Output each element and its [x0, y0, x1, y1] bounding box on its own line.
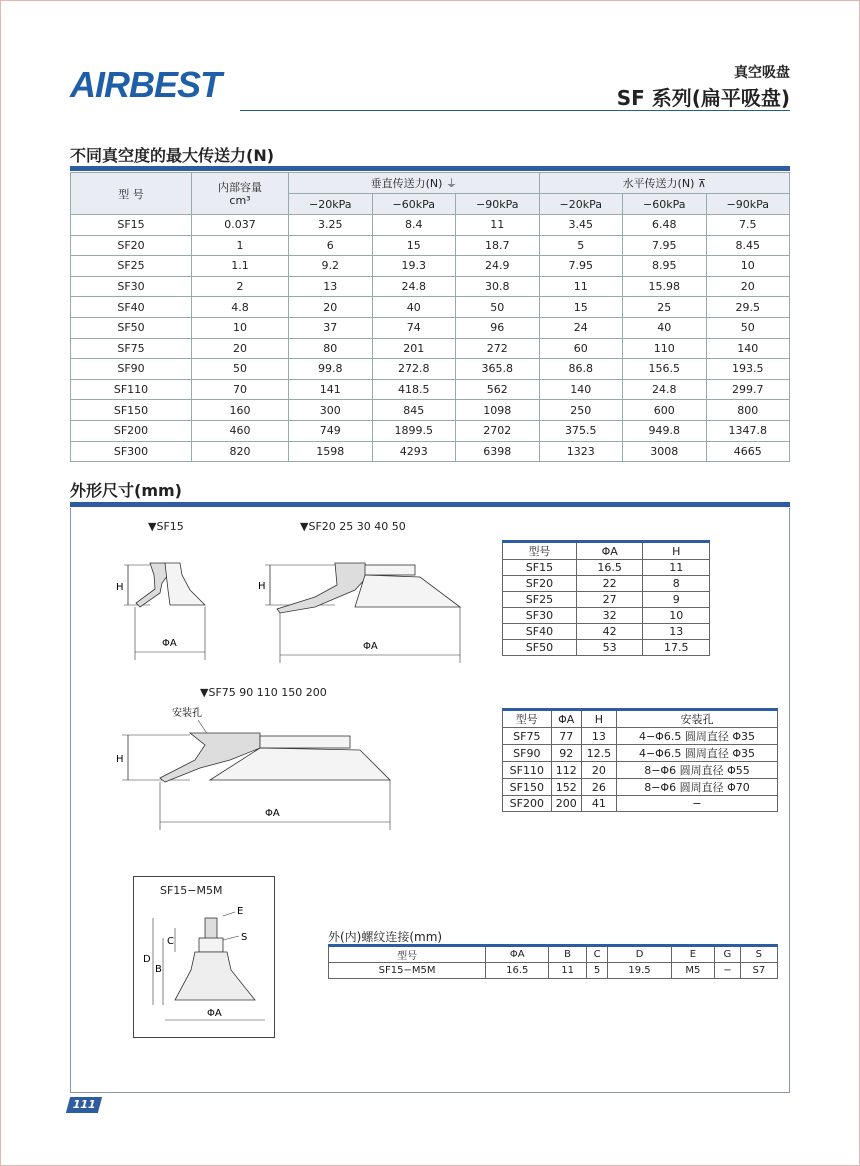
table-cell: 42	[576, 624, 643, 640]
table-cell: 160	[192, 400, 289, 421]
section-title-force: 不同真空度的最大传送力(N)	[70, 146, 275, 165]
table-cell: 418.5	[372, 379, 456, 400]
pressure-header: −60kPa	[372, 194, 456, 215]
table-cell: 7.95	[539, 256, 623, 277]
table-cell: 99.8	[289, 359, 373, 380]
table-cell: 562	[456, 379, 540, 400]
table-cell: SF15	[71, 215, 192, 236]
table-cell: 140	[539, 379, 623, 400]
header-title: SF 系列(扁平吸盘)	[616, 86, 790, 110]
pressure-header: −20kPa	[289, 194, 373, 215]
table-row	[71, 359, 790, 380]
table-cell: 6398	[456, 441, 540, 462]
table-cell: SF20	[503, 576, 577, 592]
table-row	[503, 576, 710, 592]
table-cell: 201	[372, 338, 456, 359]
table-cell: 16.5	[576, 560, 643, 576]
table-cell: 37	[289, 317, 373, 338]
sf75-drawing-label: ▼SF75 90 110 150 200	[200, 686, 327, 699]
table-cell: 800	[706, 400, 790, 421]
table-cell: 16.5	[486, 963, 549, 979]
table-header: C	[586, 946, 608, 963]
table-cell: 74	[372, 317, 456, 338]
table-cell: 4−Φ6.5 圆周直径 Φ35	[616, 728, 777, 745]
table-cell: 200	[551, 796, 581, 812]
sf20-dim-a: ΦA	[363, 641, 378, 652]
table-row	[329, 963, 778, 979]
table-cell: 96	[456, 317, 540, 338]
table-cell: 141	[289, 379, 373, 400]
table-cell: 749	[289, 420, 373, 441]
table-cell: 6	[289, 235, 373, 256]
table-row	[71, 297, 790, 318]
table-cell: 53	[576, 640, 643, 656]
table-cell: 20	[192, 338, 289, 359]
table-cell: 299.7	[706, 379, 790, 400]
table-cell: 845	[372, 400, 456, 421]
sf15-dim-h: H	[116, 582, 124, 593]
table-cell: 10	[192, 317, 289, 338]
table-cell: 5	[539, 235, 623, 256]
table-cell: SF75	[71, 338, 192, 359]
table-cell: 8−Φ6 圆周直径 Φ55	[616, 762, 777, 779]
table-cell: S7	[740, 963, 777, 979]
table-cell: 17.5	[643, 640, 710, 656]
table-cell: 15.98	[623, 276, 707, 297]
table-cell: 70	[192, 379, 289, 400]
section-bar-force	[70, 166, 790, 171]
table-cell: 18.7	[456, 235, 540, 256]
table-cell: SF50	[71, 317, 192, 338]
table-row	[71, 420, 790, 441]
table-cell: SF25	[71, 256, 192, 277]
table-header: H	[643, 542, 710, 560]
table-cell: 8−Φ6 圆周直径 Φ70	[616, 779, 777, 796]
table-cell: 10	[643, 608, 710, 624]
table-cell: 4.8	[192, 297, 289, 318]
table-cell: 50	[192, 359, 289, 380]
table-row	[503, 745, 778, 762]
sf15-drawing-label: ▼SF15	[148, 520, 184, 533]
table-cell: 3.25	[289, 215, 373, 236]
group-vertical: 垂直传送力(N) ⏚	[289, 173, 540, 194]
table-cell: 13	[581, 728, 616, 745]
m5m-dim-c: C	[167, 936, 174, 947]
table-header: B	[549, 946, 586, 963]
table-cell: 156.5	[623, 359, 707, 380]
table-header: 型号	[503, 710, 552, 728]
table-cell: 112	[551, 762, 581, 779]
table-cell: 272.8	[372, 359, 456, 380]
section-bar-dims	[70, 502, 790, 507]
table-row	[71, 379, 790, 400]
table-cell: SF30	[71, 276, 192, 297]
table-cell: SF200	[71, 420, 192, 441]
table-row	[71, 317, 790, 338]
sf15m5m-drawing	[135, 900, 273, 1035]
table-cell: 24	[539, 317, 623, 338]
table-cell: 26	[581, 779, 616, 796]
table-cell: 41	[581, 796, 616, 812]
mount-hole-label: 安装孔	[172, 708, 202, 719]
table-cell: SF40	[503, 624, 577, 640]
table-cell: 50	[456, 297, 540, 318]
section-title-dims: 外形尺寸(mm)	[70, 481, 182, 500]
table-cell: 9.2	[289, 256, 373, 277]
table-cell: 3008	[623, 441, 707, 462]
dims-table-large	[502, 708, 778, 812]
table-row	[503, 592, 710, 608]
table-row	[503, 728, 778, 745]
table-header: H	[581, 710, 616, 728]
table-cell: 8	[643, 576, 710, 592]
table-cell: 77	[551, 728, 581, 745]
table-cell: 9	[643, 592, 710, 608]
m5m-dim-s: S	[241, 932, 248, 943]
table-cell: 11	[549, 963, 586, 979]
table-cell: SF30	[503, 608, 577, 624]
sf75-drawing	[110, 700, 400, 835]
m5m-dim-b: B	[155, 964, 162, 975]
table-cell: 1347.8	[706, 420, 790, 441]
table-cell: 2	[192, 276, 289, 297]
header-subtitle: 真空吸盘	[734, 65, 790, 81]
table-cell: 30.8	[456, 276, 540, 297]
table-cell: SF15−M5M	[329, 963, 486, 979]
table-cell: 300	[289, 400, 373, 421]
table-cell: SF110	[503, 762, 552, 779]
table-header: S	[740, 946, 777, 963]
table-cell: 0.037	[192, 215, 289, 236]
table-cell: 6.48	[623, 215, 707, 236]
table-cell: 15	[539, 297, 623, 318]
dims-table-small	[502, 540, 710, 656]
header-rule	[240, 110, 790, 111]
table-header: ΦA	[551, 710, 581, 728]
table-cell: 4−Φ6.5 圆周直径 Φ35	[616, 745, 777, 762]
table-cell: SF15	[503, 560, 577, 576]
table-row	[503, 779, 778, 796]
table-header: G	[715, 946, 741, 963]
table-cell: 32	[576, 608, 643, 624]
thread-table	[328, 944, 778, 979]
sf20-drawing-label: ▼SF20 25 30 40 50	[300, 520, 406, 533]
table-cell: SF20	[71, 235, 192, 256]
table-cell: SF40	[71, 297, 192, 318]
table-cell: 40	[372, 297, 456, 318]
table-cell: M5	[671, 963, 714, 979]
table-cell: 152	[551, 779, 581, 796]
table-row	[71, 338, 790, 359]
group-horizontal: 水平传送力(N) ⊼	[539, 173, 790, 194]
table-row	[71, 276, 790, 297]
table-cell: 13	[289, 276, 373, 297]
col-volume: 内部容量 cm³	[192, 173, 289, 215]
table-cell: 110	[623, 338, 707, 359]
table-header: 型号	[503, 542, 577, 560]
table-cell: 25	[623, 297, 707, 318]
table-header: ΦA	[576, 542, 643, 560]
table-cell: 272	[456, 338, 540, 359]
table-row	[71, 256, 790, 277]
thread-table-title: 外(内)螺纹连接(mm)	[328, 930, 443, 944]
table-cell: 20	[289, 297, 373, 318]
table-cell: 949.8	[623, 420, 707, 441]
table-header: 安装孔	[616, 710, 777, 728]
sf75-dim-h: H	[116, 754, 124, 765]
table-cell: 86.8	[539, 359, 623, 380]
table-cell: 40	[623, 317, 707, 338]
sf15-drawing	[110, 545, 220, 660]
table-cell: SF200	[503, 796, 552, 812]
table-row	[503, 640, 710, 656]
table-row	[71, 400, 790, 421]
table-cell: 4293	[372, 441, 456, 462]
m5m-dim-a: ΦA	[207, 1008, 222, 1019]
table-cell: −	[715, 963, 741, 979]
table-cell: SF25	[503, 592, 577, 608]
table-cell: 140	[706, 338, 790, 359]
table-cell: 1598	[289, 441, 373, 462]
table-header: E	[671, 946, 714, 963]
table-cell: 375.5	[539, 420, 623, 441]
table-cell: 29.5	[706, 297, 790, 318]
m5m-dim-e: E	[237, 906, 244, 917]
table-cell: 820	[192, 441, 289, 462]
table-cell: 8.95	[623, 256, 707, 277]
pressure-header: −90kPa	[706, 194, 790, 215]
table-cell: 20	[581, 762, 616, 779]
table-row	[71, 215, 790, 236]
pressure-header: −90kPa	[456, 194, 540, 215]
table-row	[503, 560, 710, 576]
table-cell: SF110	[71, 379, 192, 400]
table-header: 型号	[329, 946, 486, 963]
table-cell: 10	[706, 256, 790, 277]
table-cell: 15	[372, 235, 456, 256]
table-cell: SF90	[71, 359, 192, 380]
table-cell: SF50	[503, 640, 577, 656]
table-cell: 3.45	[539, 215, 623, 236]
force-table	[70, 172, 790, 462]
table-row	[71, 441, 790, 462]
table-cell: SF75	[503, 728, 552, 745]
table-cell: 24.9	[456, 256, 540, 277]
horizontal-cup-icon: ⊼	[697, 177, 706, 190]
sf15-dim-a: ΦA	[162, 638, 177, 649]
table-cell: SF150	[503, 779, 552, 796]
sf20-dim-h: H	[258, 581, 266, 592]
table-cell: 600	[623, 400, 707, 421]
table-cell: 1.1	[192, 256, 289, 277]
table-cell: 11	[643, 560, 710, 576]
table-cell: 8.4	[372, 215, 456, 236]
pressure-header: −60kPa	[623, 194, 707, 215]
table-header: ΦA	[486, 946, 549, 963]
table-cell: 13	[643, 624, 710, 640]
table-cell: 19.5	[608, 963, 671, 979]
table-cell: 11	[539, 276, 623, 297]
table-row	[503, 762, 778, 779]
table-cell: 11	[456, 215, 540, 236]
m5m-dim-d: D	[143, 954, 151, 965]
table-cell: 60	[539, 338, 623, 359]
pressure-header: −20kPa	[539, 194, 623, 215]
col-model: 型 号	[71, 173, 192, 215]
table-row	[503, 624, 710, 640]
table-cell: SF150	[71, 400, 192, 421]
table-cell: 92	[551, 745, 581, 762]
table-row	[503, 796, 778, 812]
table-cell: 1098	[456, 400, 540, 421]
sf20-drawing	[255, 545, 465, 665]
table-cell: 193.5	[706, 359, 790, 380]
table-cell: 1	[192, 235, 289, 256]
table-cell: 5	[586, 963, 608, 979]
table-cell: 20	[706, 276, 790, 297]
table-header: D	[608, 946, 671, 963]
table-cell: 24.8	[372, 276, 456, 297]
table-cell: SF90	[503, 745, 552, 762]
page-number: 111	[66, 1097, 102, 1113]
table-cell: SF300	[71, 441, 192, 462]
table-cell: 1899.5	[372, 420, 456, 441]
table-cell: 1323	[539, 441, 623, 462]
table-cell: 12.5	[581, 745, 616, 762]
table-cell: 7.5	[706, 215, 790, 236]
table-cell: 24.8	[623, 379, 707, 400]
table-cell: 50	[706, 317, 790, 338]
table-cell: 27	[576, 592, 643, 608]
table-cell: 2702	[456, 420, 540, 441]
table-cell: 7.95	[623, 235, 707, 256]
table-cell: 4665	[706, 441, 790, 462]
table-cell: 460	[192, 420, 289, 441]
table-cell: 365.8	[456, 359, 540, 380]
table-cell: 19.3	[372, 256, 456, 277]
table-cell: 8.45	[706, 235, 790, 256]
table-cell: 22	[576, 576, 643, 592]
table-cell: 250	[539, 400, 623, 421]
sf15m5m-label: SF15−M5M	[160, 884, 223, 897]
table-cell: 80	[289, 338, 373, 359]
vertical-cup-icon: ⏚	[445, 177, 457, 190]
table-row	[503, 608, 710, 624]
sf75-dim-a: ΦA	[265, 808, 280, 819]
brand-logo: AIRBEST	[70, 64, 222, 105]
table-cell: −	[616, 796, 777, 812]
table-row	[71, 235, 790, 256]
